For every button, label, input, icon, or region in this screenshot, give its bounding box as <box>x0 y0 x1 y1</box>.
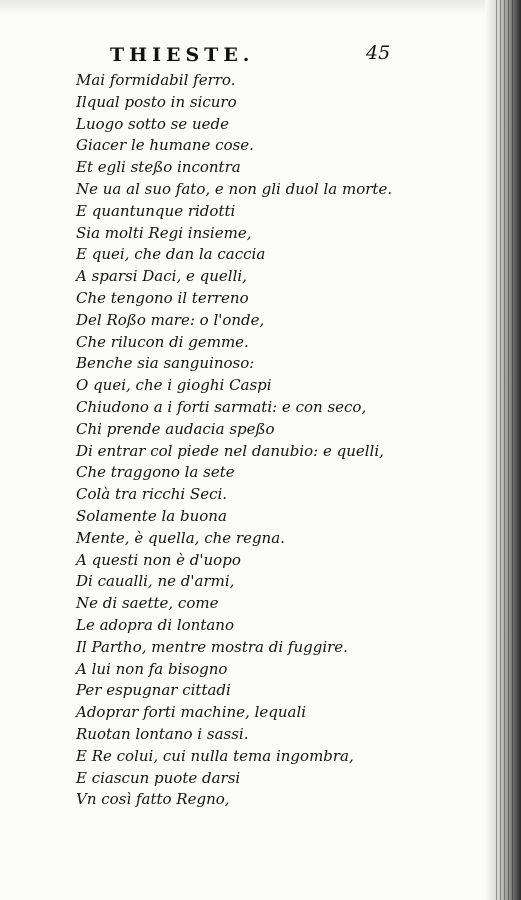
page-header <box>110 44 410 70</box>
verse-line: Ne di saette, come <box>76 594 219 613</box>
verse-line: Sia molti Regi insieme, <box>76 223 252 242</box>
verse-line: E quantunque ridotti <box>76 201 236 220</box>
verse-line: Colà tra ricchi Seci. <box>76 485 228 504</box>
verse-line: Vn così fatto Regno, <box>76 790 230 809</box>
verse-line: Di caualli, ne d'armi, <box>76 572 235 591</box>
verse-line: Che tengono il terreno <box>76 288 249 307</box>
verse-line: Solamente la buona <box>76 506 227 525</box>
verse-line: Ilqual posto in sicuro <box>76 92 237 111</box>
verse-line: A lui non fa bisogno <box>76 659 228 678</box>
verse-line: E ciascun puote darsi <box>76 768 241 787</box>
verse-line: O quei, che i gioghi Caspi <box>76 376 272 395</box>
verse-text <box>76 70 476 811</box>
verse-line: Ruotan lontano i sassi. <box>76 724 249 743</box>
verse-line: A sparsi Daci, e quelli, <box>76 267 247 286</box>
verse-line: Et egli steßo incontra <box>76 158 241 177</box>
verse-line: Per espugnar cittadi <box>76 681 231 700</box>
verse-line: Giacer le humane cose. <box>76 136 254 155</box>
verse-line: Luogo sotto se uede <box>76 114 229 133</box>
verse-line: Adoprar forti machine, lequali <box>76 703 307 722</box>
verse-line: Mai formidabil ferro. <box>76 71 236 89</box>
verse-line: Che rilucon di gemme. <box>76 332 249 351</box>
verse-line: A questi non è d'uopo <box>76 550 241 569</box>
verse-line: Del Roßo mare: o l'onde, <box>76 310 265 329</box>
page-stack-lines <box>493 0 515 900</box>
page-number: 45 <box>366 42 391 64</box>
verse-line: E Re colui, cui nulla tema ingombra, <box>76 746 354 765</box>
verse-line: Chiudono a i forti sarmati: e con seco, <box>76 397 367 416</box>
verse-line: Chi prende audacia speßo <box>76 419 275 438</box>
verse-line: Le adopra di lontano <box>76 615 234 634</box>
verse-line: Di entrar col piede nel danubio: e quelli, <box>76 441 384 460</box>
verse-line: Che traggono la sete <box>76 463 235 482</box>
verse-line: Ne ua al suo fato, e non gli duol la morte. <box>76 179 393 198</box>
running-title: THIESTE. <box>110 44 255 66</box>
verse-line: Benche sia sanguinoso: <box>76 354 255 373</box>
verse-line: Mente, è quella, che regna. <box>76 528 285 547</box>
page-top-shadow <box>0 0 521 14</box>
verse-line: E quei, che dan la caccia <box>76 245 266 264</box>
verse-line: Il Partho, mentre mostra di fuggire. <box>76 637 348 656</box>
